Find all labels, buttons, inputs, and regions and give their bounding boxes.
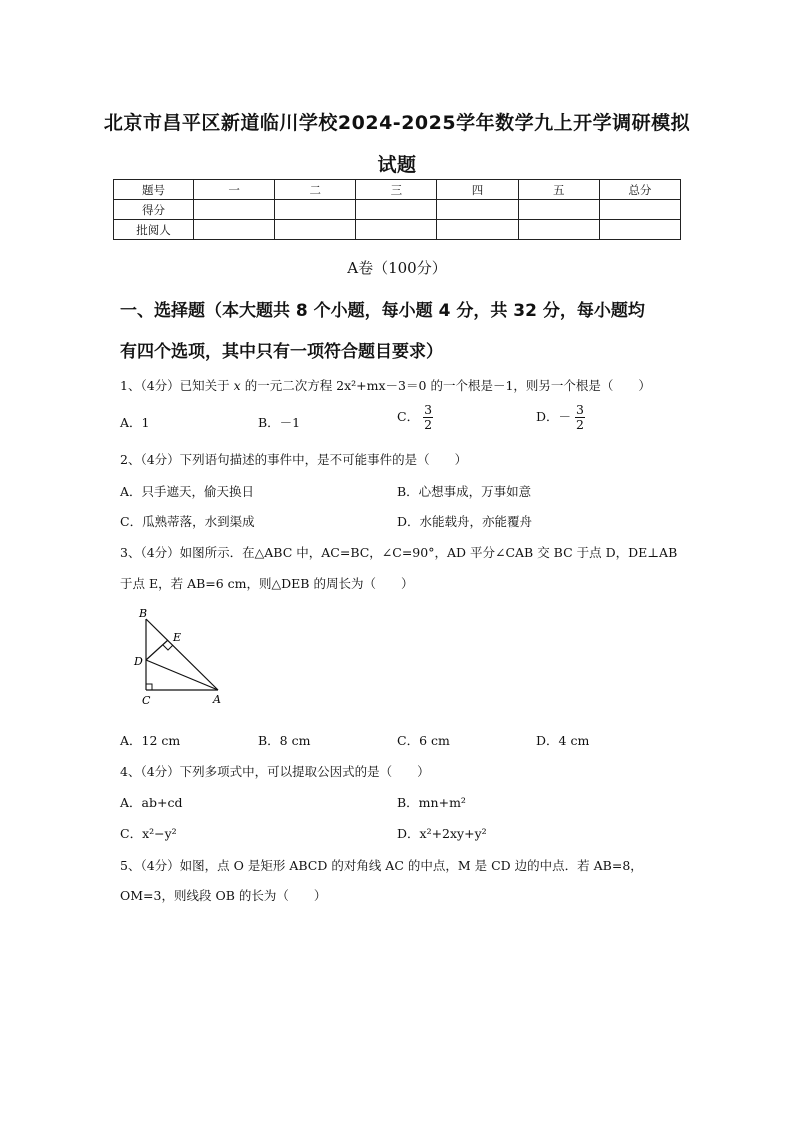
score-table-header-cell: 五 [518,180,599,200]
q4-option-b: B．mn+m² [397,795,466,810]
section-a-heading: A卷（100分） [347,259,447,277]
exam-title-line2: 试题 [377,154,417,176]
question-1-stem [120,376,651,394]
figure-label-c: C [142,694,151,707]
q1-option-a: A．1 [120,415,150,430]
q1-variable: x [233,378,241,393]
figure-label-a: A [213,693,221,706]
q1-option-c-fraction [423,403,433,432]
score-table-header-cell: 一 [194,180,275,200]
score-cell [599,220,680,240]
q4-option-a: A．ab+cd [120,795,183,810]
section1-heading-line2: 有四个选项，其中只有一项符合题目要求） [120,342,443,362]
q1-option-d-label: D．－ [536,408,572,424]
score-table-header-cell: 总分 [599,180,680,200]
q1-equation: x²+mx－3＝0 的一个根是－1，则另一个根是（ ） [344,378,651,393]
q3-option-b: B．8 cm [258,733,311,748]
score-row-label: 批阅人 [114,220,194,240]
triangle-figure [130,605,240,710]
section1-heading-line1: 一、选择题（本大题共 8 个小题，每小题 4 分，共 32 分，每小题均 [120,301,645,321]
q1-option-d [536,403,585,432]
q1-prefix: 1、（4分）已知关于 [120,378,230,393]
score-cell [356,220,437,240]
question-3-stem-line2: 于点 E，若 AB=6 cm，则△DEB 的周长为（ ） [120,576,414,591]
score-table-row [114,200,681,220]
score-cell [437,220,518,240]
q3-option-d: D．4 cm [536,733,590,748]
score-table-header-cell: 二 [275,180,356,200]
question-3-stem-line1: 3、（4分）如图所示．在△ABC 中，AC=BC，∠C=90°，AD 平分∠CAB 交 BC 于点 D，DE⊥AB [120,545,678,560]
q4-option-c: C．x²−y² [120,826,177,841]
score-cell [518,200,599,220]
q3-option-a: A．12 cm [120,733,181,748]
figure-label-e: E [173,631,182,644]
score-cell [437,200,518,220]
score-cell [599,200,680,220]
fraction-numerator: 3 [576,402,584,417]
score-table-header-row [114,180,681,200]
question-5-stem-line2: OM=3，则线段 OB 的长为（ ） [120,888,327,903]
score-cell [356,200,437,220]
score-table-header-cell: 题号 [114,180,194,200]
score-table-row [114,220,681,240]
question-5-stem-line1: 5、（4分）如图，点 O 是矩形 ABCD 的对角线 AC 的中点，M 是 CD 边的中点．若 AB=8， [120,858,643,873]
score-row-label: 得分 [114,200,194,220]
q1-option-d-fraction [575,403,585,432]
score-table-header-cell: 三 [356,180,437,200]
score-cell [194,220,275,240]
q2-option-d: D．水能载舟，亦能覆舟 [397,514,533,529]
question-4-stem: 4、（4分）下列多项式中，可以提取公因式的是（ ） [120,764,430,779]
q1-mid: 的一元二次方程 2 [244,378,345,393]
fraction-denominator: 2 [576,416,584,432]
fraction-denominator: 2 [424,416,433,432]
q1-option-b: B．－1 [258,415,301,430]
q1-option-c-label: C． [397,408,420,424]
figure-label-b: B [139,607,148,620]
q1-option-c [397,403,433,432]
q2-option-a: A．只手遮天，偷天换日 [120,484,255,499]
exam-title-line1: 北京市昌平区新道临川学校2024-2025学年数学九上开学调研模拟 [103,112,691,134]
q2-option-b: B．心想事成，万事如意 [397,484,532,499]
figure-label-d: D [134,655,143,668]
question-2-stem: 2、（4分）下列语句描述的事件中，是不可能事件的是（ ） [120,452,468,467]
score-cell [518,220,599,240]
score-cell [275,200,356,220]
q4-option-d: D．x²+2xy+y² [397,826,487,841]
score-cell [275,220,356,240]
q2-option-c: C．瓜熟蒂落，水到渠成 [120,514,255,529]
score-table-header-cell: 四 [437,180,518,200]
score-table [113,179,681,240]
fraction-numerator: 3 [424,402,433,417]
q3-option-c: C．6 cm [397,733,450,748]
score-cell [194,200,275,220]
